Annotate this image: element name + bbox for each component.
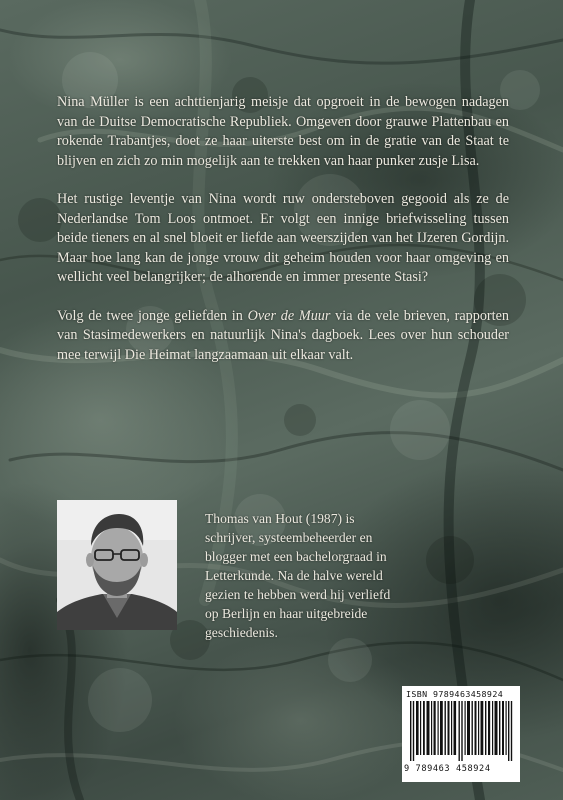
- barcode-digits: 9 789463 458924: [404, 764, 491, 774]
- author-portrait-image: [57, 500, 177, 630]
- author-photo: [57, 500, 177, 630]
- isbn-barcode: [402, 686, 520, 782]
- isbn-label: ISBN 9789463458924: [406, 689, 504, 699]
- book-title: Over de Muur: [247, 307, 331, 324]
- author-bio: Thomas van Hout (1987) is schrijver, systeembeheerder en blogger met een bachelorgraad in Letterkunde. Na de halve wereld gezien te hebben werd hij verliefd op Berlijn en haar uitgebreide geschiedenis.: [205, 511, 391, 640]
- blurb-paragraph-3-intro: Volg de twee jonge geliefden in: [57, 307, 248, 324]
- blurb-paragraph-3-rest: via de vele brieven, rapporten van Stasimedewerkers en natuurlijk Nina's dagboek. Lees over hun schouder mee terwijl Die Heimat langzaamaan uit elkaar valt.: [57, 307, 509, 363]
- blurb-paragraph-1: Nina Müller is een achttienjarig meisje dat opgroeit in de bewogen nadagen van de Duitse Democratische Republiek. Omgeven door grauwe Plattenbau en rokende Trabantjes, doet ze haar uiterste best om in de gratie van de Staat te blijven en zich zo min mogelijk aan te trekken van haar punker zusje Lisa.: [57, 94, 509, 169]
- blurb-paragraph-3: [57, 307, 509, 366]
- blurb-text: [57, 93, 509, 384]
- barcode-bars: [410, 701, 514, 761]
- blurb-paragraph-2: Het rustige leventje van Nina wordt ruw ondersteboven gegooid als ze de Nederlandse Tom Loos ontmoet. Er volgt een innige briefwisseling tussen beide tieners en al snel bloeit er liefde aan weerszijden van het IJzeren Gordijn. Maar hoe lang kan de jonge vrouw dit geheim houden voor haar omgeving en wellicht veel belangrijker; de alhorende en immer presente Stasi?: [57, 191, 509, 285]
